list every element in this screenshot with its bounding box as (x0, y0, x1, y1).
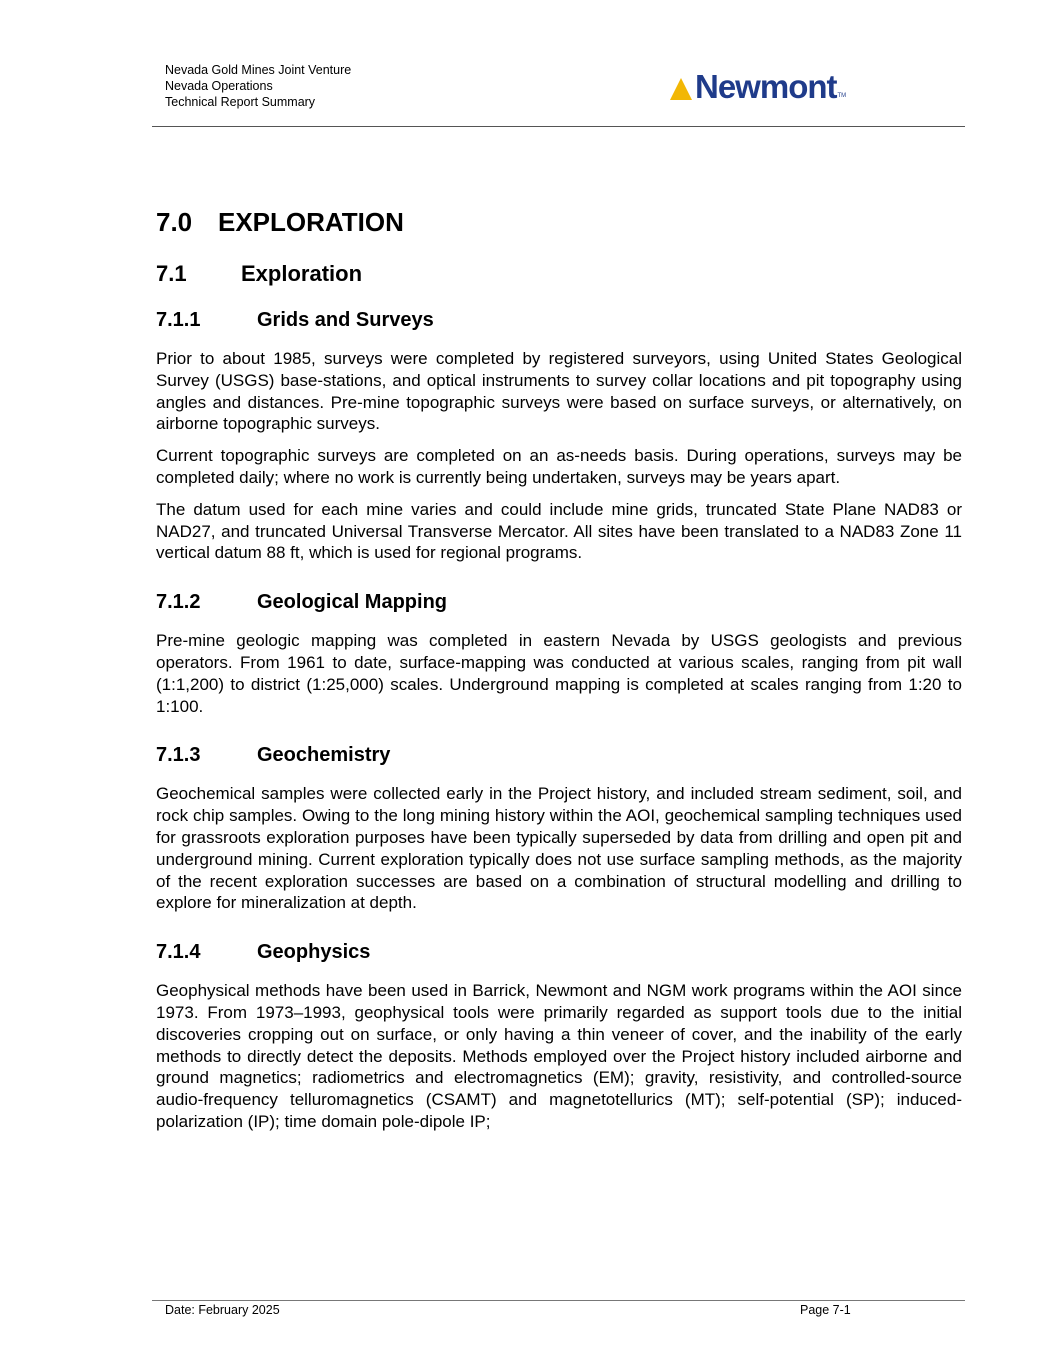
footer-divider (152, 1300, 965, 1301)
header-company: Nevada Gold Mines Joint Venture (165, 63, 352, 77)
heading-title: Geological Mapping (257, 591, 448, 614)
subsection-heading (156, 256, 962, 292)
heading-number: 7.1.4 (156, 941, 201, 964)
heading-title: Grids and Surveys (257, 309, 434, 331)
footer-page-number: Page 7-1 (800, 1303, 851, 1317)
paragraph: Current topographic surveys are completed on an as-needs basis. During operations, surveys may be completed daily; where no work is currently being undertaken, surveys may be years apart. (156, 446, 962, 487)
heading-number: 7.1.2 (156, 591, 201, 614)
subsection-geophysics (156, 924, 962, 1133)
newmont-logo (668, 68, 847, 105)
newmont-triangle-icon (668, 74, 694, 102)
subsection-geochemistry (156, 727, 962, 914)
section-title: EXPLORATION (218, 207, 404, 237)
heading-title: Geochemistry (257, 744, 391, 767)
paragraph: The datum used for each mine varies and could include mine grids, truncated State Plane NAD83 or NAD27, and truncated Universal Transverse Mercator. All sites have been translated to a NAD83 Zone 11 vertical datum 88 ft, which is used for regional programs. (156, 499, 962, 563)
heading-7-1-1 (156, 292, 962, 348)
logo-wordmark: Newmont (695, 68, 837, 105)
heading-title: Geophysics (257, 941, 371, 964)
header-divider (152, 126, 965, 127)
section-number: 7.0 (156, 207, 193, 237)
page-body (156, 200, 962, 1143)
paragraph: Geophysical methods have been used in Barrick, Newmont and NGM work programs within the AOI since 1973. From 1973–1993, geophysical tools were primarily regarded as support tools due to the initial discoveries cropping out on surface, or only having a thin veneer of cover, and the inability of the early methods to directly detect the deposits. Methods employed over the Project history included airborne and ground magnetics; radiometrics and electromagnetics (EM); gravity, resistivity, and controlled-source audio-frequency telluromagnetics (CSAMT) and magnetotellurics (MT); self-potential (SP); induced-polarization (IP); time domain pole-dipole IP; (156, 981, 962, 1131)
heading-7-1-2 (156, 574, 962, 630)
heading-number: 7.1.1 (156, 309, 201, 331)
header-operations: Nevada Operations (165, 79, 273, 93)
heading-7-1-4 (156, 924, 962, 980)
logo-trademark: TM (837, 93, 847, 99)
subsection-grids-and-surveys (156, 292, 962, 564)
section-heading (156, 200, 962, 244)
heading-7-1-3 (156, 727, 962, 783)
paragraph: Geochemical samples were collected early in the Project history, and included stream sediment, soil, and rock chip samples. Owing to the long mining history within the AOI, geochemical sampling techniques used for grassroots exploration purposes have been typically superseded by data from drilling and open pit and underground mining. Current exploration typically does not use surface sampling methods, as the majority of the recent exploration successes are based on a combination of structural modelling and drilling to explore for mineralization at depth. (156, 784, 962, 913)
document-header (165, 62, 351, 110)
paragraph: Prior to about 1985, surveys were completed by registered surveyors, using United States Geological Survey (USGS) base-stations, and optical instruments to survey collar locations and pit topography using angles and distances. Pre-mine topographic surveys were based on surface surveys, or alternatively, on airborne topographic surveys. (156, 349, 962, 434)
subsection-number: 7.1 (156, 261, 187, 286)
header-report-type: Technical Report Summary (165, 95, 316, 109)
subsection-title: Exploration (241, 261, 363, 286)
paragraph: Pre-mine geologic mapping was completed in eastern Nevada by USGS geologists and previous operators. From 1961 to date, surface-mapping was conducted at various scales, ranging from pit wall (1:1,200) to district (1:25,000) scales. Underground mapping is completed at scales ranging from 1:20 to 1:100. (156, 631, 962, 716)
footer-date: Date: February 2025 (165, 1303, 280, 1317)
heading-number: 7.1.3 (156, 744, 201, 767)
subsection-geological-mapping (156, 574, 962, 717)
